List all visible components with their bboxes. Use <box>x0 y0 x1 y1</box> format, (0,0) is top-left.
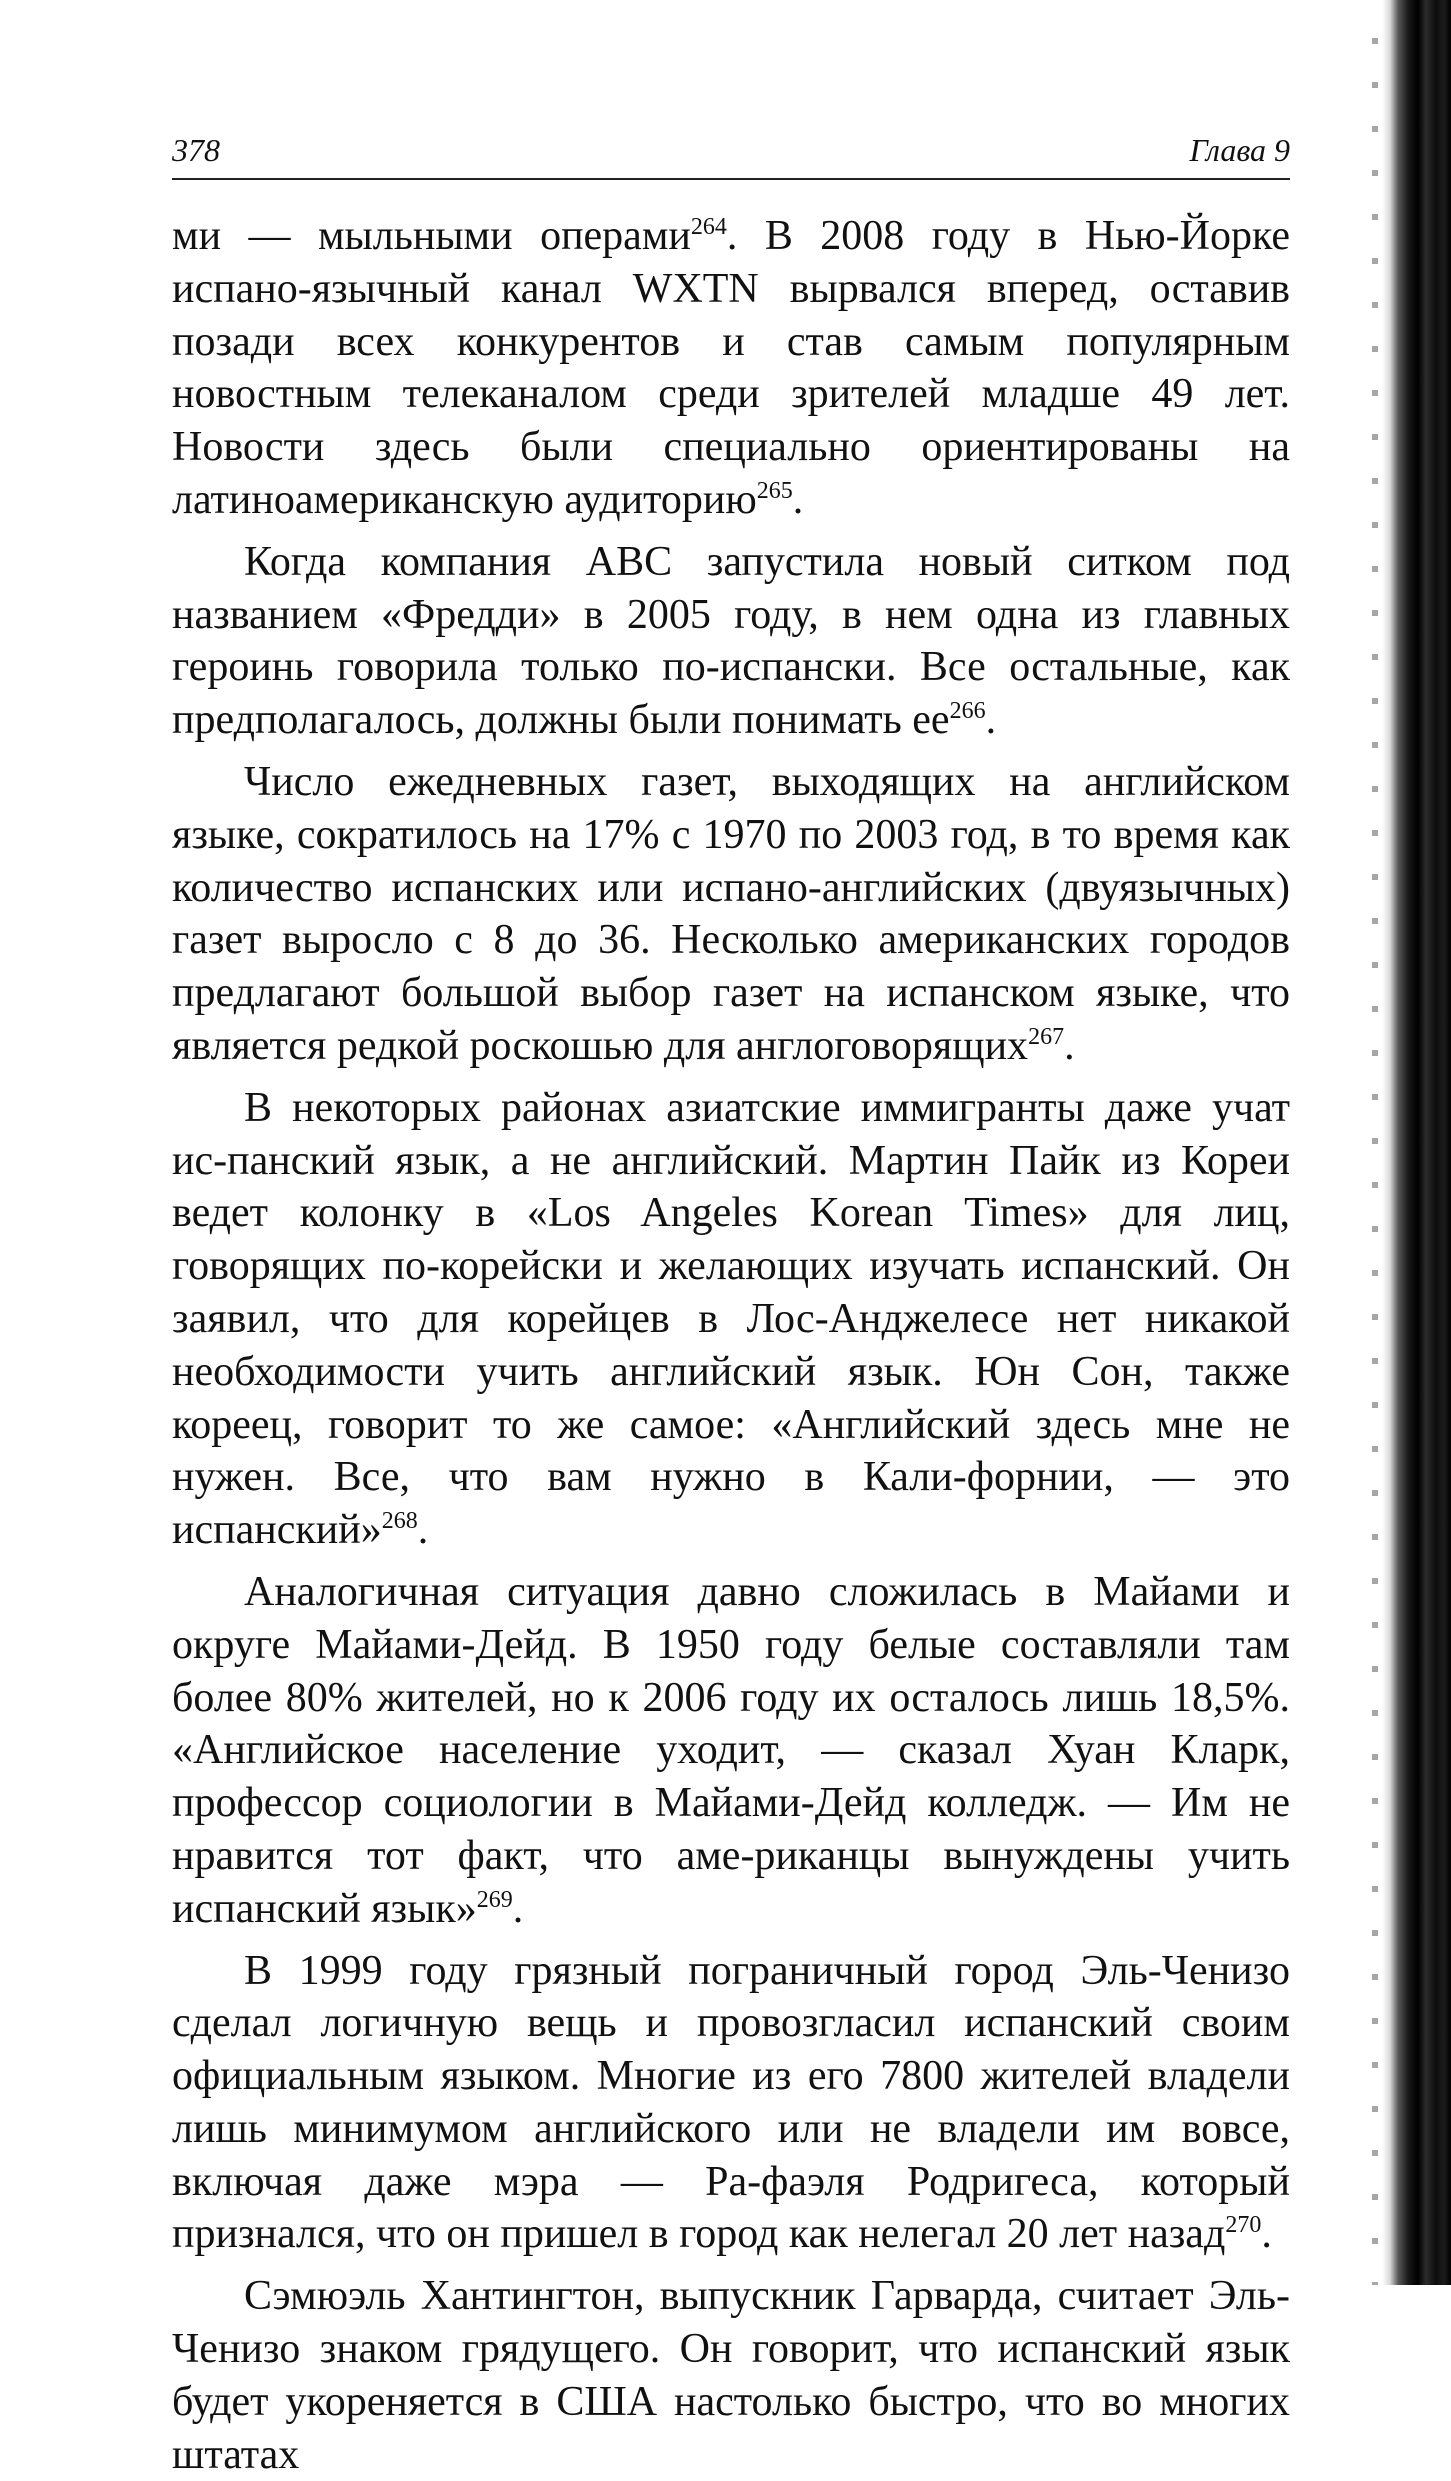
paragraph <box>172 210 1290 527</box>
paragraph <box>172 2270 1290 2481</box>
paragraph <box>172 1566 1290 1936</box>
header-rule <box>172 178 1290 180</box>
paragraph <box>172 536 1290 747</box>
footnote-ref: 268 <box>381 1508 418 1535</box>
body-text <box>172 210 1290 2481</box>
page-number: 378 <box>172 132 220 168</box>
paragraph-text: Число ежедневных газет, выходящих на английском языке, сократилось на 17% с 1970 по 2003 год, в то время как количество испанских или испано-английских (двуязычных) газет выросло с 8 до 36. Несколько американских городов предлагают большой выбор газет на испанском языке, что является редкой роскошью для англоговорящих <box>172 758 1290 1069</box>
paragraph <box>172 1945 1290 2262</box>
paragraph-text: . <box>512 1885 524 1932</box>
chapter-title: Глава 9 <box>1189 132 1290 168</box>
footnote-ref: 267 <box>1028 1023 1065 1050</box>
running-header <box>172 122 1290 174</box>
paragraph <box>172 1082 1290 1557</box>
paragraph-text: В некоторых районах азиатские иммигранты даже учат ис-панский язык, а не английский. Мартин Пайк из Кореи ведет колонку в «Los Angeles Korean Times» для лиц, говорящих по-корейски и желающих изучать испанский. Он заявил, что для корейцев в Лос-Анджелесе нет никакой необходимости учить английский язык. Юн Сон, также кореец, говорит то же самое: «Английский здесь мне не нужен. Все, что вам нужно в Кали-форнии, — это испанский» <box>172 1084 1290 1554</box>
paragraph-text: В 1999 году грязный пограничный город Эль-Ченизо сделал логичную вещь и провозгласил испанский своим официальным языком. Многие из его 7800 жителей владели лишь минимумом английского или не владели им вовсе, включая даже мэра — Ра-фаэля Родригеса, который признался, что он пришел в город как нелегал 20 лет назад <box>172 1947 1290 2258</box>
paragraph-text: Когда компания ABC запустила новый ситком под названием «Фредди» в 2005 году, в нем одна из главных героинь говорила только по-испански. Все остальные, как предполагалось, должны были понимать ее <box>172 538 1290 744</box>
paragraph-text: . <box>417 1507 429 1554</box>
paragraph-text: ми — мыльными операми <box>172 213 691 259</box>
scan-streak <box>1372 0 1378 2285</box>
paragraph-text: . В 2008 году в Нью-Йорке испано-язычный канал WXTN вырвался вперед, оставив позади всех конкурентов и став самым популярным новостным телеканалом среди зрителей младше 49 лет. Новости здесь были специально ориентированы на латиноамериканскую аудиторию <box>172 213 1291 523</box>
paragraph-text: . <box>1064 1022 1075 1069</box>
footnote-ref: 269 <box>476 1886 513 1913</box>
footnote-ref: 270 <box>1225 2212 1262 2239</box>
footnote-ref: 264 <box>690 214 727 240</box>
paragraph-text: . <box>1261 2211 1272 2258</box>
footnote-ref: 265 <box>756 477 793 504</box>
scan-binding-edge <box>1382 0 1451 2285</box>
paragraph-text: . <box>985 697 997 744</box>
paragraph-text: Аналогичная ситуация давно сложилась в Майами и округе Майами-Дейд. В 1950 году белые составляли там более 80% жителей, но к 2006 году их осталось лишь 18,5%. «Английское население уходит, — сказал Хуан Кларк, профессор социологии в Майами-Дейд колледж. — Им не нравится тот факт, что аме-риканцы вынуждены учить испанский язык» <box>172 1568 1290 1932</box>
paragraph-text: . <box>792 476 804 523</box>
footnote-ref: 266 <box>949 698 986 725</box>
paragraph-text: Сэмюэль Хантингтон, выпускник Гарварда, считает Эль-Ченизо знаком грядущего. Он говорит, что испанский язык будет укореняется в США настолько быстро, что во многих штатах <box>172 2273 1290 2478</box>
paragraph <box>172 756 1290 1073</box>
